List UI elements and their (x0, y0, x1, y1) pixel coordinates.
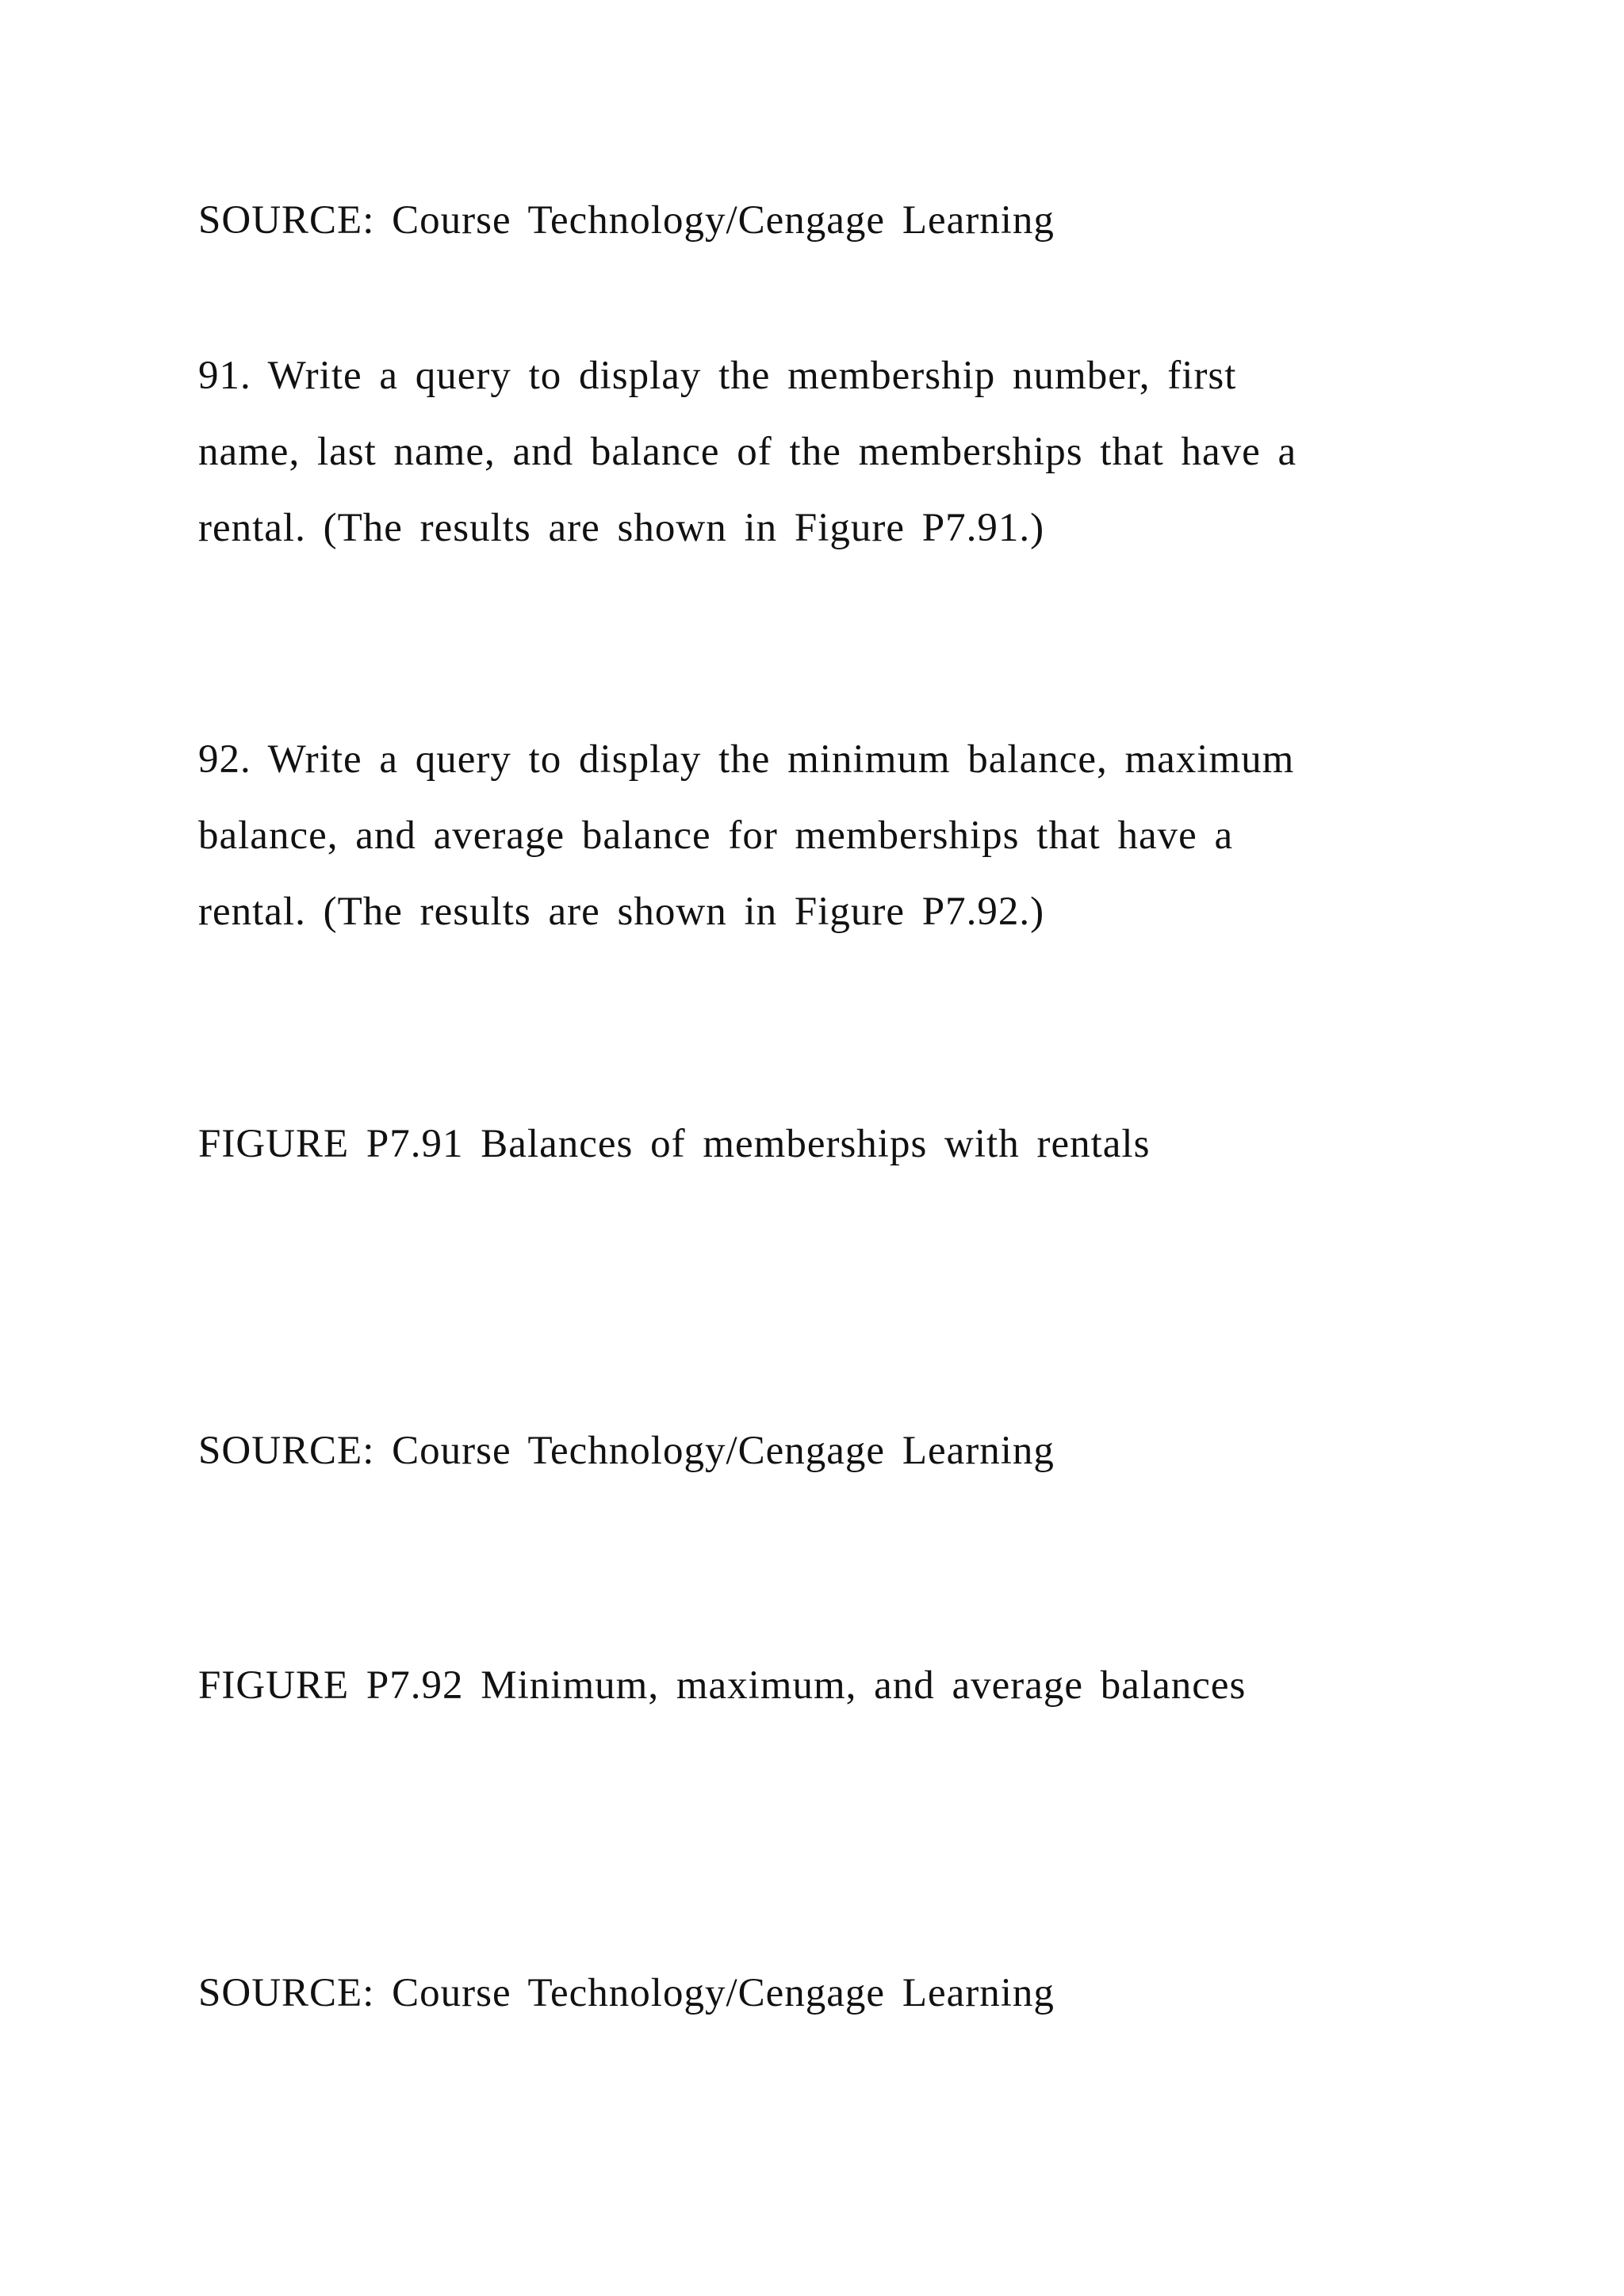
source-credit: SOURCE: Course Technology/Cengage Learning (198, 198, 1055, 243)
source-credit: SOURCE: Course Technology/Cengage Learning (198, 1429, 1055, 1473)
question-91-line-3: rental. (The results are shown in Figure P7.91.) (198, 506, 1045, 550)
figure-p7-92-caption: FIGURE P7.92 Minimum, maximum, and average balances (198, 1663, 1247, 1708)
question-92-line-1: 92. Write a query to display the minimum balance, maximum (198, 737, 1295, 782)
question-91-line-2: name, last name, and balance of the memberships that have a (198, 430, 1297, 474)
question-91-line-1: 91. Write a query to display the membership number, first (198, 354, 1237, 398)
question-92-line-2: balance, and average balance for memberships that have a (198, 813, 1234, 858)
source-credit: SOURCE: Course Technology/Cengage Learning (198, 1971, 1055, 2015)
question-92-line-3: rental. (The results are shown in Figure P7.92.) (198, 890, 1045, 934)
figure-p7-91-caption: FIGURE P7.91 Balances of memberships with rentals (198, 1122, 1151, 1166)
